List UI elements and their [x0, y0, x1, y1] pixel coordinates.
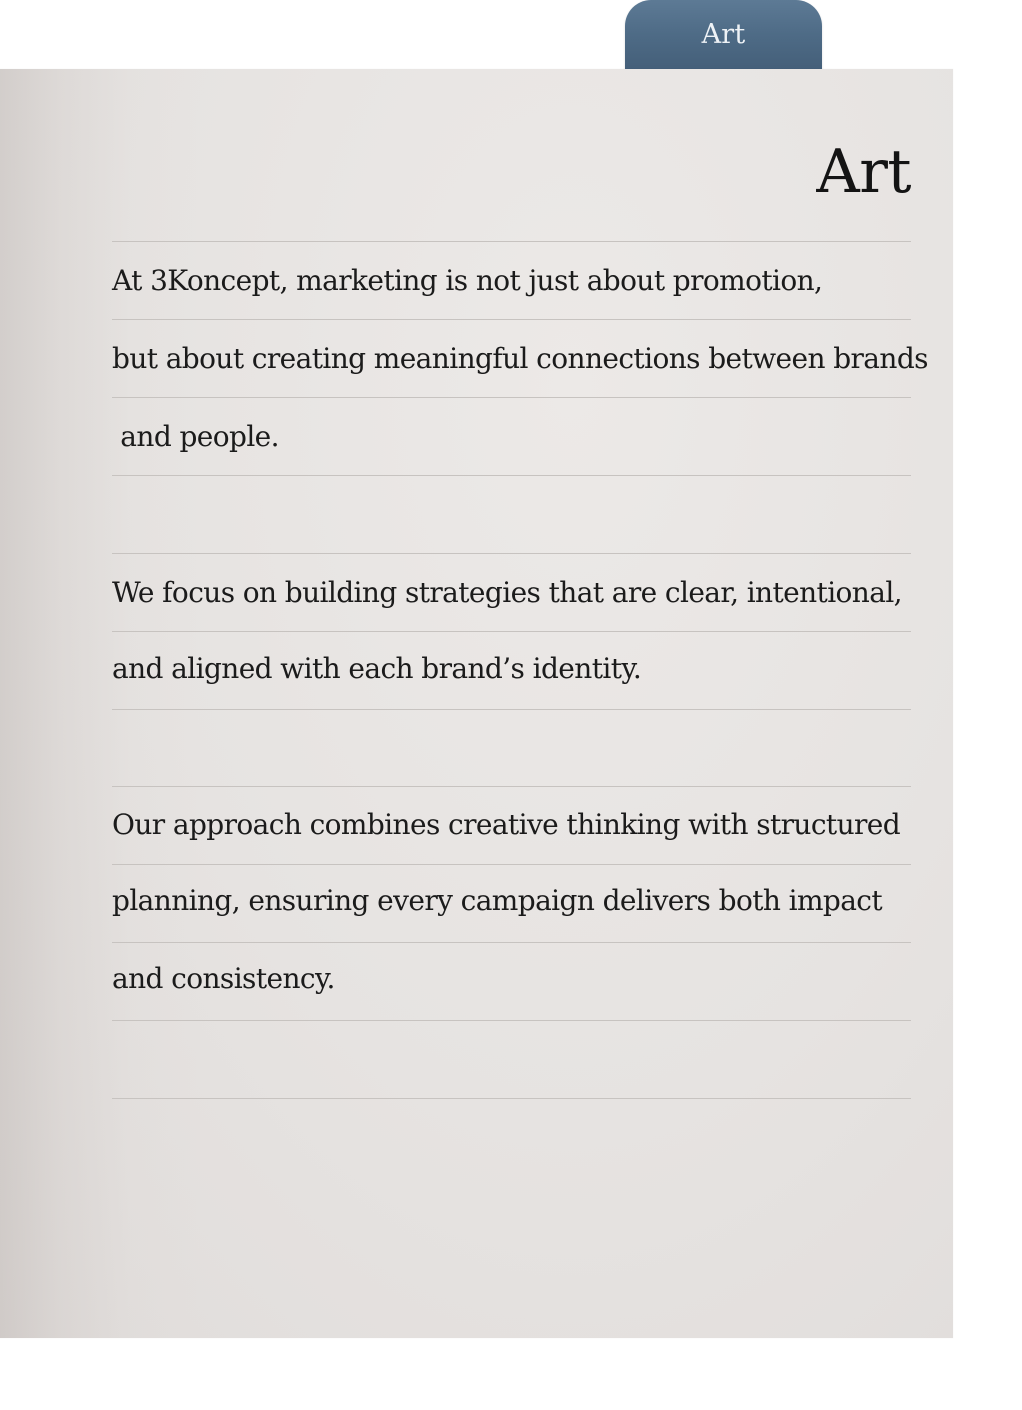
- paragraph-3-line-2: planning, ensuring every campaign delivers both impact: [112, 884, 883, 917]
- ruled-line: [112, 709, 911, 710]
- tab-label: Art: [701, 19, 746, 50]
- ruled-line: [112, 475, 911, 476]
- paragraph-2-line-2: and aligned with each brand’s identity.: [112, 652, 642, 685]
- ruled-line: [112, 397, 911, 398]
- paragraph-2-line-1: We focus on building strategies that are clear, intentional,: [112, 576, 902, 609]
- paragraph-1-line-3: and people.: [112, 420, 279, 453]
- paragraph-3-line-1: Our approach combines creative thinking with structured: [112, 808, 901, 841]
- paragraph-3-line-3: and consistency.: [112, 962, 335, 995]
- paragraph-1-line-2: but about creating meaningful connections between brands: [112, 342, 928, 375]
- ruled-line: [112, 241, 911, 242]
- ruled-line: [112, 942, 911, 943]
- ruled-line: [112, 1098, 911, 1099]
- page-title: Art: [816, 137, 911, 207]
- ruled-line: [112, 319, 911, 320]
- ruled-line: [112, 631, 911, 632]
- ruled-line: [112, 786, 911, 787]
- ruled-line: [112, 864, 911, 865]
- paragraph-1-line-1: At 3Koncept, marketing is not just about promotion,: [112, 264, 823, 297]
- tab-art[interactable]: [625, 0, 822, 70]
- ruled-line: [112, 553, 911, 554]
- notebook-page: [0, 69, 953, 1338]
- ruled-line: [112, 1020, 911, 1021]
